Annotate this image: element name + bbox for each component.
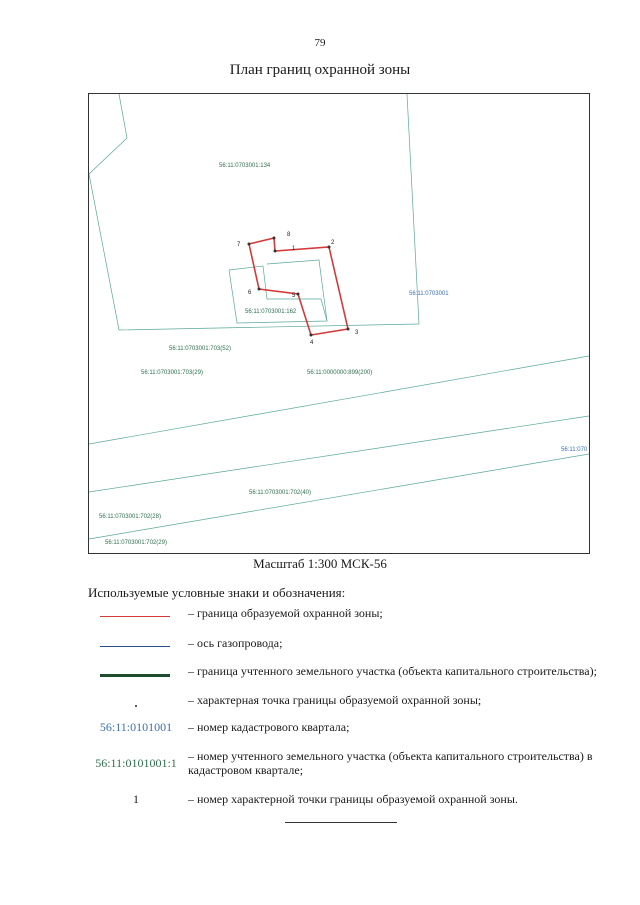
- parcel-label-702-29: 56:11:0703001:702(29): [105, 540, 167, 546]
- parcel-line-lower: [89, 454, 589, 539]
- point-number-6: 6: [248, 290, 252, 296]
- parcel-line-road-lower: [89, 416, 589, 492]
- point-number-8: 8: [287, 232, 291, 238]
- legend-symbol-green-line: [88, 664, 184, 688]
- legend-symbol-blue-line: [88, 636, 184, 660]
- quarter-label-0703001: 56:11:0703001: [409, 291, 449, 297]
- parcel-line-134: [89, 94, 127, 174]
- zone-point-5: [297, 293, 300, 296]
- legend-text-registered-parcel: – граница учтенного земельного участка (объекта капитального строительства);: [188, 664, 597, 678]
- parcel-label-134: 56:11:0703001:134: [219, 163, 271, 169]
- parcel-label-162: 56:11:0703001:162: [245, 309, 297, 315]
- parcel-line-left: [89, 174, 119, 330]
- legend-text-point-number: – номер характерной точки границы образуемой охранной зоны.: [188, 792, 518, 806]
- zone-point-7: [248, 243, 251, 246]
- legend-symbol-red-line: [88, 606, 184, 630]
- zone-point-6: [258, 288, 261, 291]
- green-line-symbol: [100, 674, 170, 677]
- legend-symbol-quarter-number: [88, 720, 184, 744]
- parcel-lines: [89, 94, 589, 539]
- zone-point-3: [347, 328, 350, 331]
- point-number-3: 3: [355, 330, 359, 336]
- parcel-label-702-40: 56:11:0703001:702(40): [249, 490, 311, 496]
- point-number-7: 7: [237, 242, 241, 248]
- point-number-sample: 1: [133, 792, 139, 806]
- legend-text-pipeline-axis: – ось газопровода;: [188, 636, 283, 650]
- parcel-label-703-29: 56:11:0703001:703(29): [141, 370, 203, 376]
- page-title: План границ охранной зоны: [229, 62, 411, 78]
- legend-symbol-point-number: [88, 792, 184, 816]
- parcel-labels: [99, 163, 372, 546]
- cadastral-map: [88, 93, 590, 554]
- legend-text-characteristic-point: – характерная точка границы образуемой охранной зоны;: [188, 693, 482, 707]
- legend-row-pipeline-axis: [88, 636, 608, 660]
- point-number-1: 1: [292, 246, 296, 252]
- point-number-4: 4: [310, 340, 314, 346]
- legend-symbol-dot: [88, 693, 184, 717]
- legend-symbol-parcel-number: [88, 749, 184, 781]
- zone-point-8: [273, 237, 276, 240]
- legend-row-parcel-number: [88, 749, 608, 781]
- legend-row-cadastral-quarter: [88, 720, 608, 744]
- legend-row-point-number: [88, 792, 608, 816]
- bottom-divider: [285, 822, 397, 823]
- red-line-symbol: [100, 616, 170, 617]
- legend-text-zone-boundary: – граница образуемой охранной зоны;: [188, 606, 383, 620]
- page-number: 79: [314, 37, 326, 49]
- zone-point-4: [310, 334, 313, 337]
- parcel-number-sample: 56:11:0101001:1: [95, 756, 177, 770]
- legend-row-registered-parcel: [88, 664, 608, 688]
- parcel-label-899: 56:11:0000000:899(200): [307, 370, 373, 376]
- legend-text-cadastral-quarter: – номер кадастрового квартала;: [188, 720, 350, 734]
- zone-point-1: [274, 250, 277, 253]
- parcel-label-703-52: 56:11:0703001:703(52): [169, 346, 231, 352]
- map-svg: [89, 94, 589, 553]
- dot-symbol: [135, 705, 137, 707]
- quarter-label-070: 56:11:070: [561, 447, 588, 453]
- map-scale: Масштаб 1:300 МСК-56: [253, 556, 387, 571]
- legend-row-characteristic-point: [88, 693, 608, 717]
- legend-title: Используемые условные знаки и обозначения:: [88, 585, 346, 600]
- parcel-label-702-28: 56:11:0703001:702(28): [99, 514, 161, 520]
- point-number-5: 5: [292, 293, 296, 299]
- point-number-2: 2: [331, 240, 335, 246]
- legend-row-zone-boundary: [88, 606, 608, 630]
- blue-line-symbol: [100, 646, 170, 647]
- parcel-line-134-right: [119, 94, 419, 330]
- legend-text-parcel-number: – номер учтенного земельного участка (объекта капитального строительства) в кадастровом квартале;: [188, 749, 593, 777]
- zone-boundary-polygon: [249, 238, 348, 335]
- quarter-number-sample: 56:11:0101001: [99, 720, 173, 734]
